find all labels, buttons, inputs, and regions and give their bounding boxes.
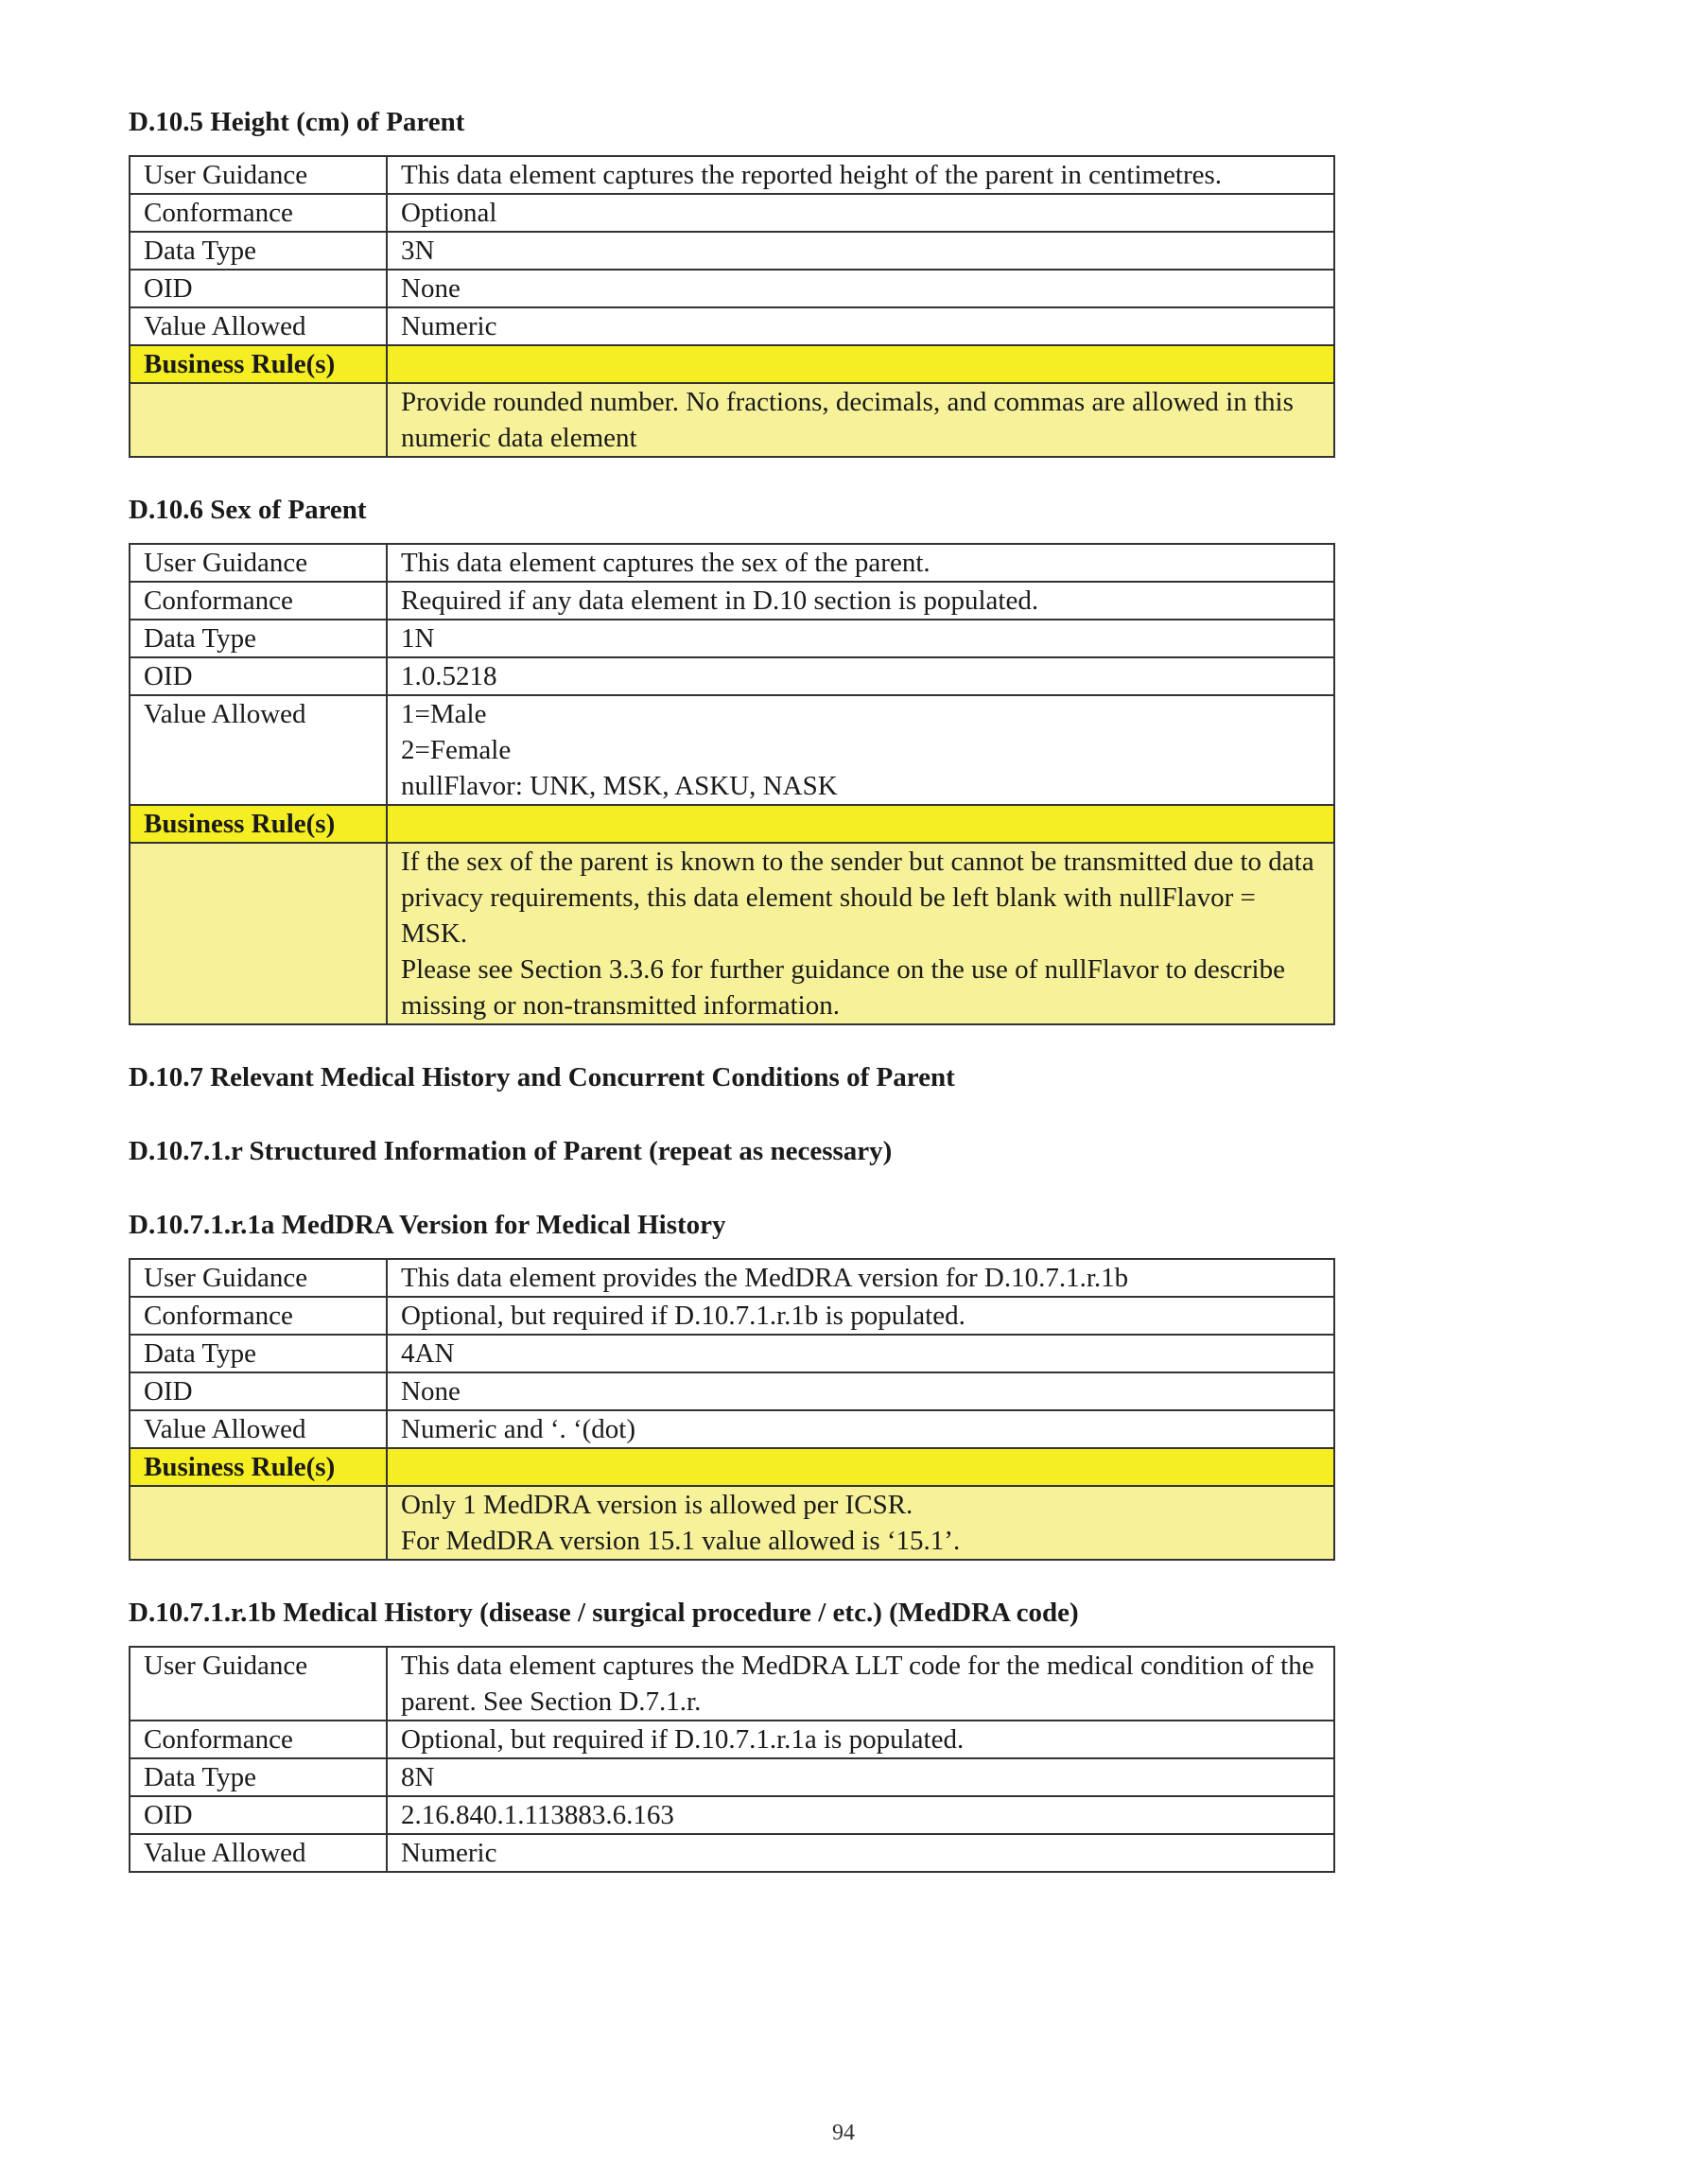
business-rules-header-row <box>130 345 1334 383</box>
table-row <box>130 1834 1334 1872</box>
row-label: Conformance <box>130 1721 387 1758</box>
user-guidance-value: This data element captures the sex of the parent. <box>387 544 1334 582</box>
row-label: User Guidance <box>130 544 387 582</box>
section-heading-medical-history: D.10.7 Relevant Medical History and Concurrent Conditions of Parent <box>129 1062 955 1092</box>
value-option: 2=Female <box>401 735 512 765</box>
conformance-value: Optional <box>387 194 1334 232</box>
value-option: 1=Male <box>401 699 487 729</box>
business-rules-header-row <box>130 1448 1334 1486</box>
table-row <box>130 1758 1334 1796</box>
business-rules-header-row <box>130 805 1334 843</box>
row-label: User Guidance <box>130 1647 387 1721</box>
row-label: OID <box>130 1372 387 1410</box>
table-row <box>130 156 1334 194</box>
meddra-code-spec-table <box>129 1646 1335 1873</box>
row-label: OID <box>130 1796 387 1834</box>
row-label: User Guidance <box>130 1259 387 1297</box>
table-row <box>130 657 1334 695</box>
meddra-version-spec-table <box>129 1258 1335 1561</box>
business-rules-label: Business Rule(s) <box>130 805 387 843</box>
conformance-value: Required if any data element in D.10 section is populated. <box>387 582 1334 620</box>
user-guidance-value: This data element captures the MedDRA LLT code for the medical condition of the parent. See Section D.7.1.r. <box>387 1647 1334 1721</box>
table-row <box>130 1372 1334 1410</box>
business-rule-text: For MedDRA version 15.1 value allowed is ‘15.1’. <box>401 1526 961 1556</box>
row-label: Value Allowed <box>130 307 387 345</box>
row-label: Value Allowed <box>130 695 387 805</box>
table-row <box>130 1647 1334 1721</box>
data-type-value: 8N <box>387 1758 1334 1796</box>
value-allowed-value: Numeric and ‘. ‘(dot) <box>387 1410 1334 1448</box>
data-type-value: 1N <box>387 620 1334 657</box>
table-row <box>130 1297 1334 1335</box>
value-allowed-value <box>387 695 1334 805</box>
row-label: OID <box>130 657 387 695</box>
row-label: Value Allowed <box>130 1410 387 1448</box>
section-heading-sex: D.10.6 Sex of Parent <box>129 495 367 525</box>
business-rules-row <box>130 1486 1334 1560</box>
oid-value: None <box>387 1372 1334 1410</box>
business-rule-text: Please see Section 3.3.6 for further guidance on the use of nullFlavor to describe missing or non-transmitted information. <box>401 954 1285 1021</box>
table-row <box>130 620 1334 657</box>
data-type-value: 4AN <box>387 1335 1334 1372</box>
row-label: Value Allowed <box>130 1834 387 1872</box>
user-guidance-value: This data element captures the reported height of the parent in centimetres. <box>387 156 1334 194</box>
table-row <box>130 232 1334 270</box>
table-row <box>130 194 1334 232</box>
table-row <box>130 1721 1334 1758</box>
business-rules-row <box>130 383 1334 457</box>
row-label: Conformance <box>130 194 387 232</box>
page-content <box>129 104 1333 1873</box>
business-rule-text: If the sex of the parent is known to the sender but cannot be transmitted due to data privacy requirements, this data element should be left blank with nullFlavor = MSK. <box>401 847 1314 949</box>
business-rules-label: Business Rule(s) <box>130 1448 387 1486</box>
row-label: Conformance <box>130 582 387 620</box>
table-row <box>130 270 1334 307</box>
section-heading-meddra-version: D.10.7.1.r.1a MedDRA Version for Medical History <box>129 1210 726 1240</box>
sex-spec-table <box>129 543 1335 1025</box>
oid-value: None <box>387 270 1334 307</box>
business-rules-row <box>130 843 1334 1024</box>
row-label: Data Type <box>130 620 387 657</box>
table-row <box>130 1259 1334 1297</box>
section-heading-meddra-code: D.10.7.1.r.1b Medical History (disease / surgical procedure / etc.) (MedDRA code) <box>129 1598 1079 1628</box>
row-label: Conformance <box>130 1297 387 1335</box>
business-rule-text: Only 1 MedDRA version is allowed per ICSR. <box>401 1490 913 1520</box>
oid-value: 1.0.5218 <box>387 657 1334 695</box>
table-row <box>130 1410 1334 1448</box>
table-row <box>130 1335 1334 1372</box>
section-heading-height: D.10.5 Height (cm) of Parent <box>129 107 465 137</box>
row-label: Data Type <box>130 1335 387 1372</box>
row-label: Data Type <box>130 1758 387 1796</box>
oid-value: 2.16.840.1.113883.6.163 <box>387 1796 1334 1834</box>
table-row <box>130 582 1334 620</box>
height-spec-table <box>129 155 1335 458</box>
business-rule-text: Provide rounded number. No fractions, decimals, and commas are allowed in this numeric data element <box>401 387 1294 453</box>
conformance-value: Optional, but required if D.10.7.1.r.1a is populated. <box>387 1721 1334 1758</box>
table-row <box>130 695 1334 805</box>
row-label: User Guidance <box>130 156 387 194</box>
data-type-value: 3N <box>387 232 1334 270</box>
user-guidance-value: This data element provides the MedDRA version for D.10.7.1.r.1b <box>387 1259 1334 1297</box>
table-row <box>130 1796 1334 1834</box>
value-option: nullFlavor: UNK, MSK, ASKU, NASK <box>401 771 838 801</box>
section-heading-structured-info: D.10.7.1.r Structured Information of Parent (repeat as necessary) <box>129 1136 893 1166</box>
page-number: 94 <box>832 2121 855 2145</box>
table-row <box>130 544 1334 582</box>
value-allowed-value: Numeric <box>387 307 1334 345</box>
row-label: Data Type <box>130 232 387 270</box>
conformance-value: Optional, but required if D.10.7.1.r.1b is populated. <box>387 1297 1334 1335</box>
row-label: OID <box>130 270 387 307</box>
business-rules-label: Business Rule(s) <box>130 345 387 383</box>
value-allowed-value: Numeric <box>387 1834 1334 1872</box>
table-row <box>130 307 1334 345</box>
